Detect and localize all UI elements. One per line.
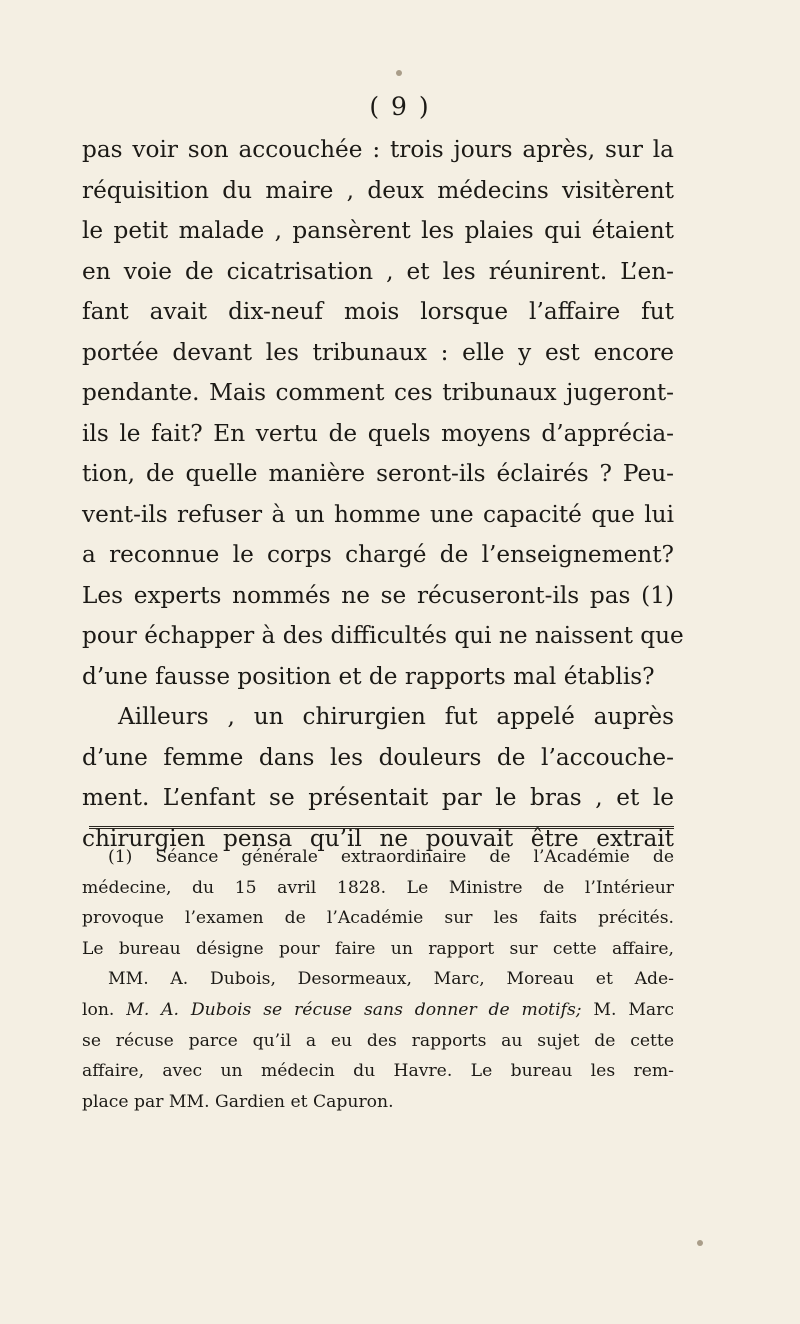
text-line: fant avait dix-neuf mois lorsque l’affaire fut [82, 298, 674, 325]
footnote-line: affaire, avec un médecin du Havre. Le bureau les rem- [82, 1061, 674, 1082]
text-line: ment. L’enfant se présentait par le bras , et le [82, 784, 674, 811]
text-line: chirurgien pensa qu’il ne pouvait être extrait [82, 824, 674, 852]
text-line: a reconnue le corps chargé de l’enseignement? [82, 541, 674, 568]
text-line: vent-ils refuser à un homme une capacité que lui [82, 500, 674, 528]
footnote-line: (1) Séance générale extraordinaire de l’Académie de [108, 847, 674, 867]
footnote [82, 842, 674, 1117]
text-line: ils le fait? En vertu de quels moyens d’apprécia- [82, 419, 674, 447]
text-line: pour échapper à des difficultés qui ne naissent que [82, 622, 684, 649]
text-line: portée devant les tribunaux : elle y est encore [82, 338, 674, 366]
footnote-line [82, 995, 674, 1026]
footnote-line: MM. A. Dubois, Desormeaux, Marc, Moreau et Ade- [108, 969, 674, 990]
ink-speck [697, 1240, 703, 1246]
text-line: pendante. Mais comment ces tribunaux jugeront- [82, 379, 674, 406]
footnote-italic-text: M. A. Dubois se récuse sans donner de motifs; [126, 999, 582, 1020]
text-line: le petit malade , pansèrent les plaies qui étaient [82, 217, 674, 244]
footnote-separator-rule [89, 826, 674, 829]
page-number: ( 9 ) [369, 92, 431, 121]
footnote-line: provoque l’examen de l’Académie sur les faits précités. [82, 908, 674, 929]
text-line: d’une femme dans les douleurs de l’accouche- [82, 743, 674, 771]
ink-speck [396, 70, 402, 76]
footnote-line: Le bureau désigne pour faire un rapport sur cette affaire, [82, 938, 674, 959]
text-line: Ailleurs , un chirurgien fut appelé auprès [118, 703, 674, 730]
text-line: réquisition du maire , deux médecins visitèrent [82, 176, 674, 204]
footnote-text: lon. [82, 999, 127, 1020]
text-line: d’une fausse position et de rapports mal établis? [82, 662, 655, 690]
text-line: pas voir son accouchée : trois jours après, sur la [82, 136, 674, 163]
text-line: Les experts nommés ne se récuseront-ils pas (1) [82, 581, 674, 609]
text-line: en voie de cicatrisation , et les réunirent. L’en- [82, 257, 674, 285]
text-line: tion, de quelle manière seront-ils éclairés ? Peu- [82, 460, 674, 487]
footnote-text: M. Marc [581, 999, 675, 1020]
footnote-line: médecine, du 15 avril 1828. Le Ministre de l’Intérieur [82, 877, 674, 898]
main-text [82, 130, 684, 859]
footnote-line: place par MM. Gardien et Capuron. [82, 1091, 394, 1112]
footnote-line: se récuse parce qu’il a eu des rapports au sujet de cette [82, 1030, 674, 1051]
